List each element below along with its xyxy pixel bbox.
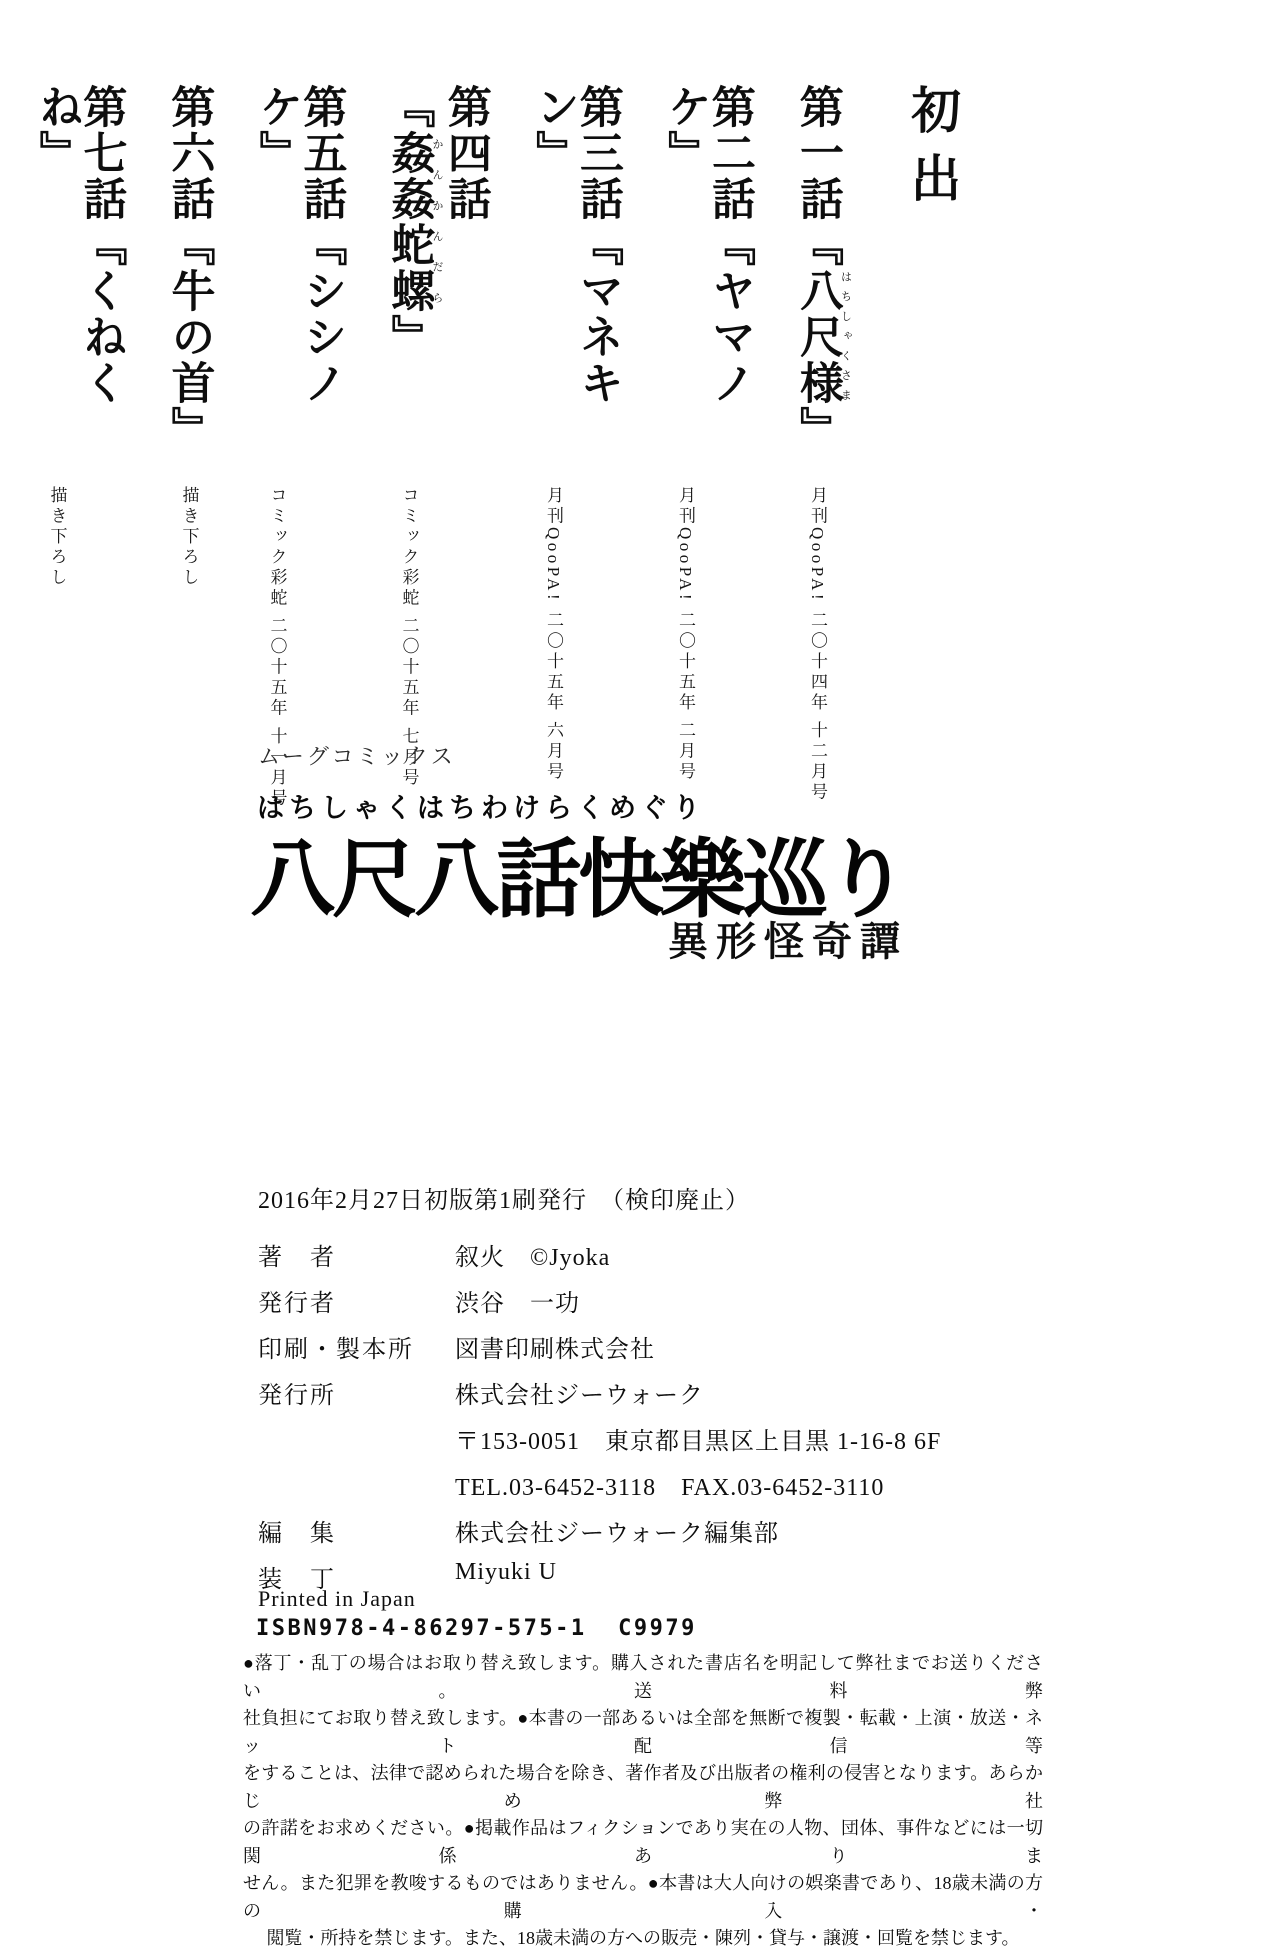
furigana: かんかんだら (431, 130, 443, 314)
row-value: 株式会社ジーウォーク編集部 (455, 1521, 780, 1547)
quote-close: 』 (384, 314, 434, 360)
chapter-label: 第一話 (793, 84, 842, 222)
chapter-title (529, 84, 622, 486)
chapter-source: 月刊QooPA! 二〇十五年 六月号 (544, 486, 563, 783)
chapter-name: ヤマノケ (661, 84, 754, 406)
chapter-label: 第四話 (441, 84, 490, 222)
chapter-name: マネキン (529, 84, 622, 406)
row-label: 編 集 (258, 1521, 336, 1547)
chapter-source: 月刊QooPA! 二〇十五年 二月号 (676, 486, 695, 783)
row-value: Miyuki U (455, 1559, 558, 1585)
row-label: 発行所 (258, 1383, 336, 1409)
edition-line: 2016年2月27日初版第1刷発行 （検印廃止） (258, 1188, 750, 1214)
row-value: TEL.03-6452-3118 FAX.03-6452-3110 (455, 1475, 885, 1501)
quote-close: 』 (793, 406, 842, 452)
row-value: 渋谷 一功 (455, 1291, 580, 1317)
book-title-furigana: はちしゃくはちわけらくめぐり (257, 793, 705, 823)
book-title: 八尺八話快樂巡り (250, 832, 906, 928)
chapter-name: くねくね (32, 84, 126, 406)
row-label: 印刷・製本所 (258, 1337, 414, 1363)
chapter-name: 牛の首 (164, 268, 214, 406)
printed-in-japan: Printed in Japan (258, 1586, 416, 1611)
quote-open: 『 (296, 222, 346, 268)
quote-close: 』 (32, 130, 82, 176)
quote-close: 』 (164, 406, 214, 452)
chapter-name: 八尺様はちしゃくさま (793, 268, 852, 406)
row-label: 装 丁 (258, 1567, 336, 1593)
colophon-row-editor (258, 1513, 941, 1559)
row-value: 叙火 ©Jyoka (455, 1245, 611, 1271)
chapter-source: 描き下ろし (179, 486, 199, 589)
legal-line: をすることは、法律で認められた場合を除き、著作者及び出版者の権利の侵害となります。あらかじめ弊社 (243, 1763, 1043, 1811)
quote-open: 『 (76, 222, 126, 268)
quote-open: 『 (793, 222, 842, 268)
chapter-title (795, 84, 852, 486)
chapter-entry-1 (795, 84, 852, 934)
chapter-name: 姦姦蛇螺かんかんだら (384, 130, 443, 314)
isbn-line: ISBN978-4-86297-575-1 C9979 (256, 1616, 697, 1641)
chapter-entry-6 (164, 84, 214, 934)
quote-open: 『 (573, 222, 622, 268)
chapter-label: 第七話 (76, 84, 126, 222)
row-value: 図書印刷株式会社 (455, 1337, 655, 1363)
chapter-source: 描き下ろし (47, 486, 67, 589)
legal-line: ●落丁・乱丁の場合はお取り替え致します。購入された書店名を明記して弊社までお送りください。送料弊 (243, 1653, 1043, 1701)
chapter-source: コミック彩蛇 二〇十五年 七月号 (399, 486, 419, 789)
chapter-title (32, 84, 126, 486)
section-title: 初出 (904, 84, 960, 220)
chapter-title (661, 84, 754, 486)
colophon-row-author (258, 1237, 941, 1283)
colophon-row-phone (258, 1467, 941, 1513)
chapter-entry-7 (32, 84, 126, 934)
chapter-label: 第三話 (573, 84, 622, 222)
chapter-title (384, 84, 490, 486)
chapter-title (252, 84, 346, 486)
row-value: 株式会社ジーウォーク (455, 1383, 705, 1409)
colophon-block (258, 1180, 941, 1605)
colophon-row-printer (258, 1329, 941, 1375)
colophon-row-publisher-company (258, 1375, 941, 1421)
chapter-label: 第五話 (296, 84, 346, 222)
imprint-label: ムーグコミックス (258, 744, 456, 769)
quote-open: 『 (384, 84, 434, 130)
book-subtitle: 異形怪奇譚 (668, 919, 908, 964)
chapter-title (164, 84, 214, 486)
quote-close: 』 (661, 130, 710, 176)
chapter-source: コミック彩蛇 二〇十五年 十一月号 (267, 486, 287, 809)
chapter-name: シシノケ (252, 84, 346, 406)
chapter-label: 第二話 (705, 84, 754, 222)
quote-open: 『 (164, 222, 214, 268)
row-label: 発行者 (258, 1291, 336, 1317)
row-label: 著 者 (258, 1245, 336, 1271)
legal-line: せん。また犯罪を教唆するものではありません。●本書は大人向けの娯楽書であり、18歳未満の方の購入・ (243, 1873, 1043, 1921)
colophon-row-address (258, 1421, 941, 1467)
chapter-source: 月刊QooPA! 二〇十四年 十二月号 (808, 486, 827, 804)
quote-close: 』 (529, 130, 578, 176)
legal-notice (243, 1650, 1043, 1953)
row-value: 〒153-0051 東京都目黒区上目黒 1-16-8 6F (455, 1429, 942, 1455)
quote-open: 『 (705, 222, 754, 268)
chapter-label: 第六話 (164, 84, 214, 222)
legal-line: 閲覧・所持を禁じます。また、18歳未満の方への販売・陳列・貸与・譲渡・回覧を禁じます。 (266, 1928, 1020, 1948)
furigana: はちしゃくさま (839, 268, 852, 406)
colophon-row-publisher-person (258, 1283, 941, 1329)
legal-line: 社負担にてお取り替え致します。●本書の一部あるいは全部を無断で複製・転載・上演・放送・ネット配信等 (243, 1708, 1043, 1756)
quote-close: 』 (252, 130, 302, 176)
legal-line: の許諾をお求めください。●掲載作品はフィクションであり実在の人物、団体、事件などには一切関係ありま (243, 1818, 1043, 1866)
